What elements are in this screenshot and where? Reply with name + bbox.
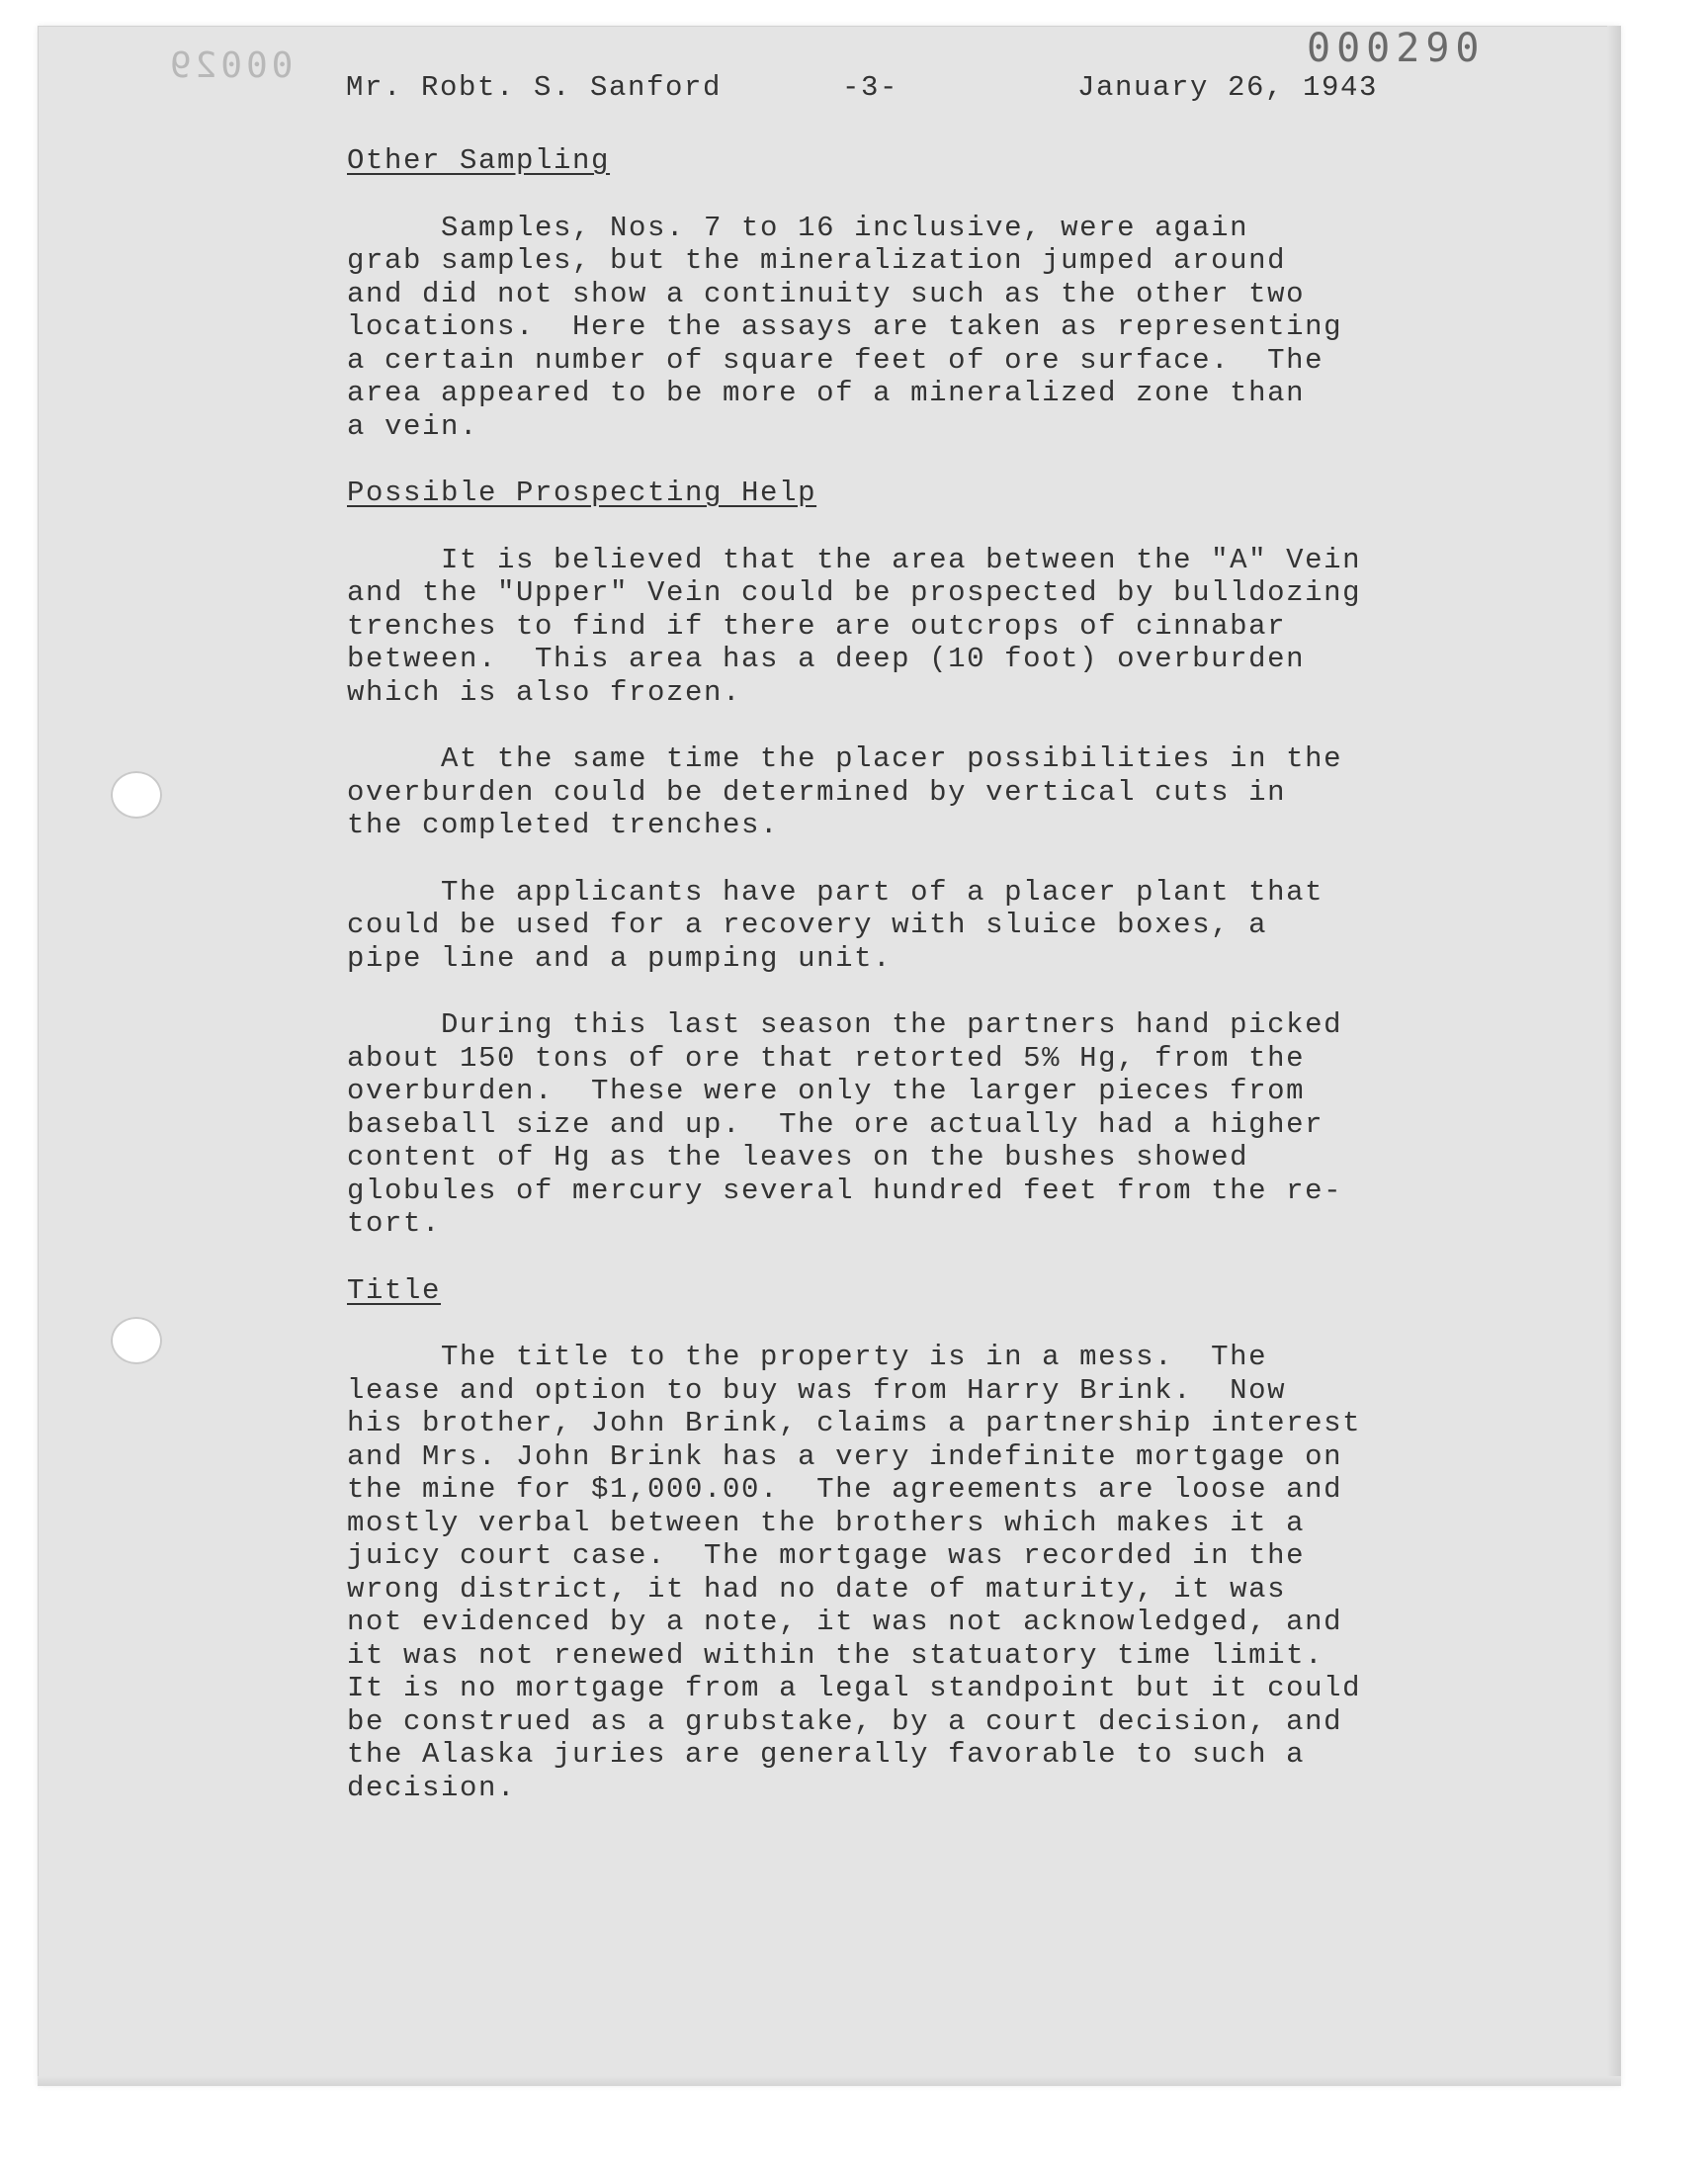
section-heading-title: Title [347,1273,442,1307]
paragraph-placer-plant: The applicants have part of a placer plant that could be used for a recovery with sluice boxes, a pipe line and a pumping unit. [347,875,1324,975]
section-heading-prospecting-help: Possible Prospecting Help [347,477,817,509]
paragraph-title-mess: The title to the property is in a mess. The lease and option to buy was from Harry Brink. Now his brother, John Brink, claims a partnership interest and Mrs. John Brink has a very indefinite mortgage on the mine for $1,000.00. The agreements are loose and mostly verbal between the brothers which makes it a juicy court case. The mortgage was recorded in the wrong district, it had no date of maturity, it was not evidenced by a note, it was not acknowledged, and it was not renewed within the statuatory time limit. It is no mortgage from a legal standpoint but it could be construed as a grubstake, by a court decision, and the Alaska juries are generally favorable to such a decision. [347,1341,1362,1804]
header-date: January 26, 1943 [1077,71,1379,104]
paragraph-hand-picked-ore: During this last season the partners hand picked about 150 tons of ore that retorted 5% Hg, from the overburden. These were only the larger pieces from baseball size and up. The ore actually had a higher content of Hg as the leaves on the bushes showed globules of mercury several hundred feet from the re- tort. [347,1008,1343,1240]
punch-hole-lower [111,1317,162,1364]
letter-header [346,71,1394,111]
bleed-through-stamp: 00029 [166,45,294,86]
document-stamp-number: 000290 [1307,26,1486,71]
punch-hole-upper [111,771,162,819]
section-heading-other-sampling: Other Sampling [347,144,611,177]
paragraph-other-sampling: Samples, Nos. 7 to 16 inclusive, were again grab samples, but the mineralization jumped around and did not show a continuity such as the other two locations. Here the assays are taken as representing a certain number of square feet of ore surface. The area appeared to be more of a mineralized zone than a vein. [347,211,1343,443]
paragraph-bulldozing-trenches: It is believed that the area between the "A" Vein and the "Upper" Vein could be prospected by bulldozing trenches to find if there are outcrops of cinnabar between. This area has a deep (10 foot) overburden which is also frozen. [347,543,1362,709]
header-recipient: Mr. Robt. S. Sanford [346,71,723,104]
header-page-number: -3- [842,71,899,104]
letter-body [347,144,1494,1804]
scanned-letter-page [38,26,1621,2086]
page-bottom-edge [38,2076,1621,2086]
page-edge-shadow [1607,26,1621,2086]
paragraph-placer-possibilities: At the same time the placer possibilities in the overburden could be determined by vertical cuts in the completed trenches. [347,742,1343,841]
